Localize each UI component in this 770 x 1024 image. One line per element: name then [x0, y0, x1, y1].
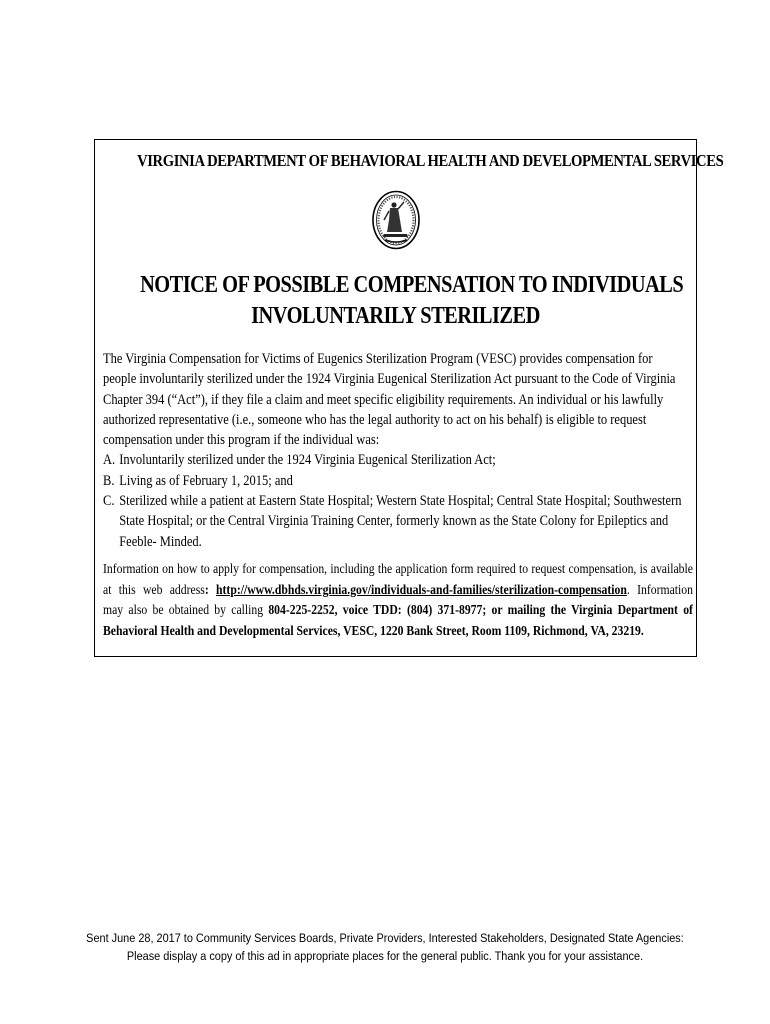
criteria-marker: C.: [103, 493, 115, 510]
footer-line-1: Sent June 28, 2017 to Community Services Boards, Private Providers, Interested Stakeholders, Designated State Agencies:: [86, 931, 684, 945]
notice-title-line-2: INVOLUNTARILY STERILIZED: [251, 303, 540, 329]
intro-paragraph: The Virginia Compensation for Victims of Eugenics Sterilization Program (VESC) provides compensation for people involuntarily sterilized under the 1924 Virginia Eugenical Sterilization Act pursuant to the Code of Virginia Chapter 394 (“Act”), if they file a claim and meet specific eligibility requirements. An individual or his lawfully authorized representative (i.e., someone who has the legal authority to act on his behalf) is eligible to request compensation under this program if the individual was:: [103, 351, 676, 449]
virginia-state-seal-icon: [371, 190, 421, 250]
criteria-item-c: [103, 491, 687, 552]
criteria-text: Living as of February 1, 2015; and: [119, 472, 293, 489]
notice-title: [95, 270, 696, 332]
agency-header: VIRGINIA DEPARTMENT OF BEHAVIORAL HEALTH AND DEVELOPMENTAL SERVICES: [137, 151, 724, 170]
criteria-item-a: [103, 450, 687, 470]
criteria-marker: B.: [103, 472, 115, 489]
criteria-text: Involuntarily sterilized under the 1924 Virginia Eugenical Sterilization Act;: [119, 452, 496, 469]
info-middle-text: . Information may also be obtained by calling: [103, 581, 693, 617]
footer-line-2: Please display a copy of this ad in appropriate places for the general public. Thank you for your assistance.: [126, 949, 644, 963]
distribution-footer: [0, 929, 770, 965]
compensation-web-link[interactable]: http://www.dbhds.virginia.gov/individuals-and-families/sterilization-compensation: [216, 581, 627, 597]
notice-title-line-1: NOTICE OF POSSIBLE COMPENSATION TO INDIVIDUALS: [140, 272, 684, 298]
eligibility-criteria-list: [103, 450, 687, 551]
contact-details: 804-225-2252, voice TDD: (804) 371-8977; or mailing the Virginia Department of Behavioral Health and Developmental Services, VESC, 1220 Bank Street, Room 1109, Richmond, VA, 23219.: [103, 602, 693, 638]
information-paragraph: [103, 559, 693, 641]
info-colon: :: [204, 581, 209, 597]
info-lead-text: Information on how to apply for compensation, including the application form required to request compensation, is available at this web address: [103, 561, 693, 597]
criteria-item-b: [103, 471, 687, 491]
notice-body: [103, 349, 682, 552]
criteria-text: Sterilized while a patient at Eastern State Hospital; Western State Hospital; Central State Hospital; Southwestern State Hospital; or the Central Virginia Training Center, formerly known as the State Colony for Epileptics and Feeble- Minded.: [119, 493, 682, 550]
criteria-marker: A.: [103, 452, 116, 469]
notice-box: [94, 139, 724, 657]
